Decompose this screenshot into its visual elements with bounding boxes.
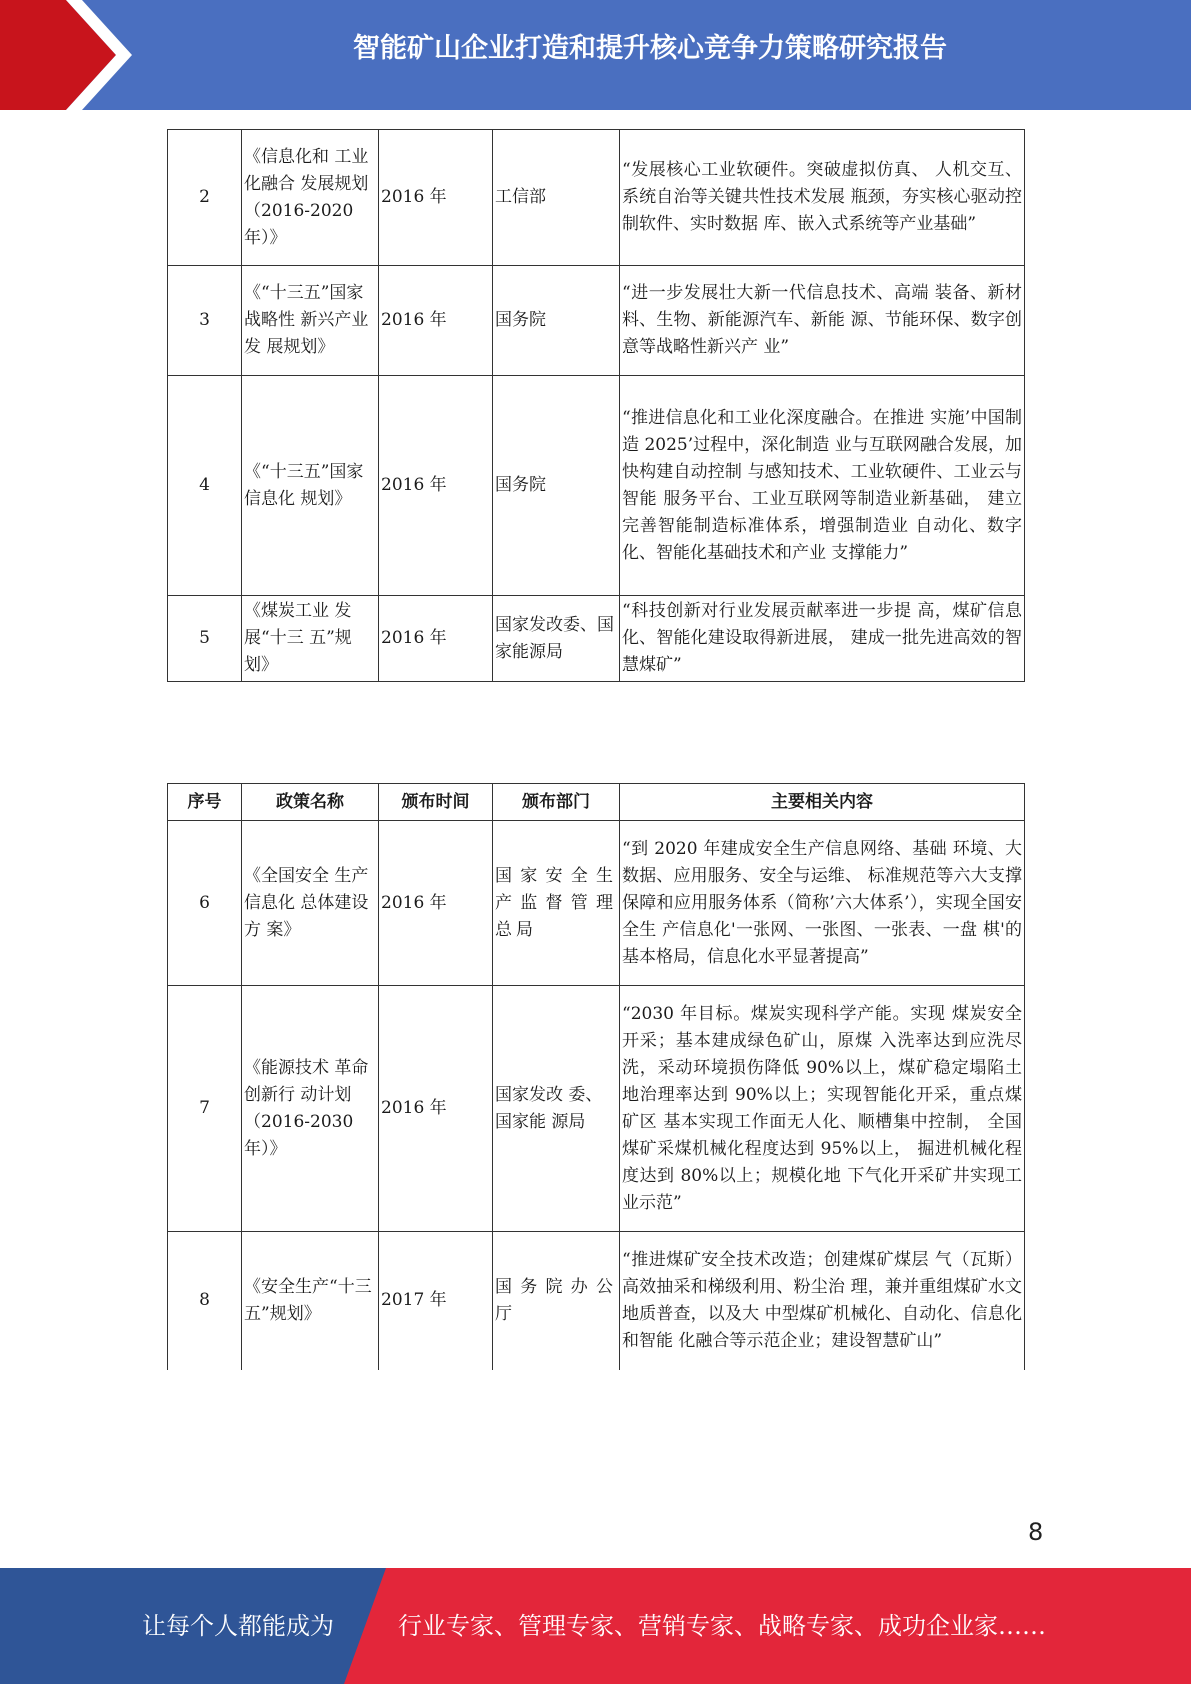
policy-table-continued xyxy=(167,129,1025,682)
main-content: “2030 年目标。煤炭实现科学产能。实现 煤炭安全开采；基本建成绿色矿山，原煤 入洗率达到应洗尽洗，采动环境损伤降低 90%以上，煤矿稳定塌陷土地治理率达到 90%以上；实现智能化开采，重点煤矿区 基本实现工作面无人化、顺槽集中控制， 全国煤矿采煤机械化程度达到 95%以上， 掘进机械化程度达到 80%以上；规模化地 下气化开采矿井实现工业示范” xyxy=(620,986,1025,1232)
report-title: 智能矿山企业打造和提升核心竞争力策略研究报告 xyxy=(353,33,947,64)
policy-name: 《能源技术 革命创新行 动计划（2016-2030年）》 xyxy=(242,986,379,1232)
issuing-department: 国务院 xyxy=(493,376,620,596)
footer-slogan-right: 行业专家、管理专家、营销专家、战略专家、成功企业家…… xyxy=(398,1612,1046,1640)
issuing-department: 国家安全生产监督管理总局 xyxy=(493,821,620,986)
table-header-row xyxy=(168,784,1025,821)
issuing-department: 国家发改委、国家能源局 xyxy=(493,596,620,682)
row-number: 2 xyxy=(168,130,242,266)
policy-name: 《“十三五”国家战略性 新兴产业发 展规划》 xyxy=(242,266,379,376)
issue-date: 2016 年 xyxy=(379,986,493,1232)
table-row xyxy=(168,596,1025,682)
issue-date: 2016 年 xyxy=(379,266,493,376)
issuing-department: 国务院 xyxy=(493,266,620,376)
main-content: “推进信息化和工业化深度融合。在推进 实施’中国制造 2025’过程中，深化制造 业与互联网融合发展，加快构建自动控制 与感知技术、工业软硬件、工业云与智能 服务平台、工业互联网等制造业新基础， 建立完善智能制造标准体系，增强制造业 自动化、数字化、智能化基础技术和产业 支撑能力” xyxy=(620,376,1025,596)
table-row xyxy=(168,376,1025,596)
main-content: “推进煤矿安全技术改造；创建煤矿煤层 气（瓦斯）高效抽采和梯级利用、粉尘治 理，兼并重组煤矿水文地质普查，以及大 中型煤矿机械化、自动化、信息化和智能 化融合等示范企业；建设智慧矿山” xyxy=(620,1232,1025,1370)
table-row xyxy=(168,130,1025,266)
issue-date: 2016 年 xyxy=(379,821,493,986)
table-row xyxy=(168,1232,1025,1370)
issue-date: 2016 年 xyxy=(379,376,493,596)
column-header-number: 序号 xyxy=(168,784,242,821)
column-header-issue-date: 颁布时间 xyxy=(379,784,493,821)
table-row xyxy=(168,821,1025,986)
column-header-policy-name: 政策名称 xyxy=(242,784,379,821)
issuing-department: 国务院办公厅 xyxy=(493,1232,620,1370)
row-number: 3 xyxy=(168,266,242,376)
issuing-department: 工信部 xyxy=(493,130,620,266)
issue-date: 2016 年 xyxy=(379,596,493,682)
policy-table xyxy=(167,783,1025,1370)
row-number: 4 xyxy=(168,376,242,596)
issue-date: 2016 年 xyxy=(379,130,493,266)
issue-date: 2017 年 xyxy=(379,1232,493,1370)
page-header xyxy=(0,0,1191,110)
policy-name: 《全国安全 生产信息化 总体建设方 案》 xyxy=(242,821,379,986)
policy-name: 《煤炭工业 发展“十三 五”规划》 xyxy=(242,596,379,682)
column-header-content: 主要相关内容 xyxy=(620,784,1025,821)
issuing-department: 国家发改 委、国家能 源局 xyxy=(493,986,620,1232)
table-row xyxy=(168,266,1025,376)
row-number: 6 xyxy=(168,821,242,986)
policy-name: 《信息化和 工业化融合 发展规划（2016-2020年）》 xyxy=(242,130,379,266)
row-number: 5 xyxy=(168,596,242,682)
column-header-department: 颁布部门 xyxy=(493,784,620,821)
main-content: “进一步发展壮大新一代信息技术、高端 装备、新材料、生物、新能源汽车、新能 源、节能环保、数字创意等战略性新兴产 业” xyxy=(620,266,1025,376)
footer-slogan-left: 让每个人都能成为 xyxy=(142,1612,334,1640)
page-footer xyxy=(0,1568,1191,1684)
policy-name: 《安全生产“十三五”规划》 xyxy=(242,1232,379,1370)
row-number: 7 xyxy=(168,986,242,1232)
row-number: 8 xyxy=(168,1232,242,1370)
policy-name: 《“十三五”国家信息化 规划》 xyxy=(242,376,379,596)
main-content: “发展核心工业软硬件。突破虚拟仿真、 人机交互、系统自治等关键共性技术发展 瓶颈，夯实核心驱动控制软件、实时数据 库、嵌入式系统等产业基础” xyxy=(620,130,1025,266)
table-row xyxy=(168,986,1025,1232)
main-content: “到 2020 年建成安全生产信息网络、基础 环境、大数据、应用服务、安全与运维、 标准规范等六大支撑保障和应用服务体系（简称’六大体系’），实现全国安全生 产信息化'一张网、一张图、一张表、一盘 棋'的基本格局，信息化水平显著提高” xyxy=(620,821,1025,986)
main-content: “科技创新对行业发展贡献率进一步提 高，煤矿信息化、智能化建设取得新进展， 建成一批先进高效的智慧煤矿” xyxy=(620,596,1025,682)
red-chevron-icon xyxy=(0,0,150,110)
page-number: 8 xyxy=(1028,1518,1044,1546)
